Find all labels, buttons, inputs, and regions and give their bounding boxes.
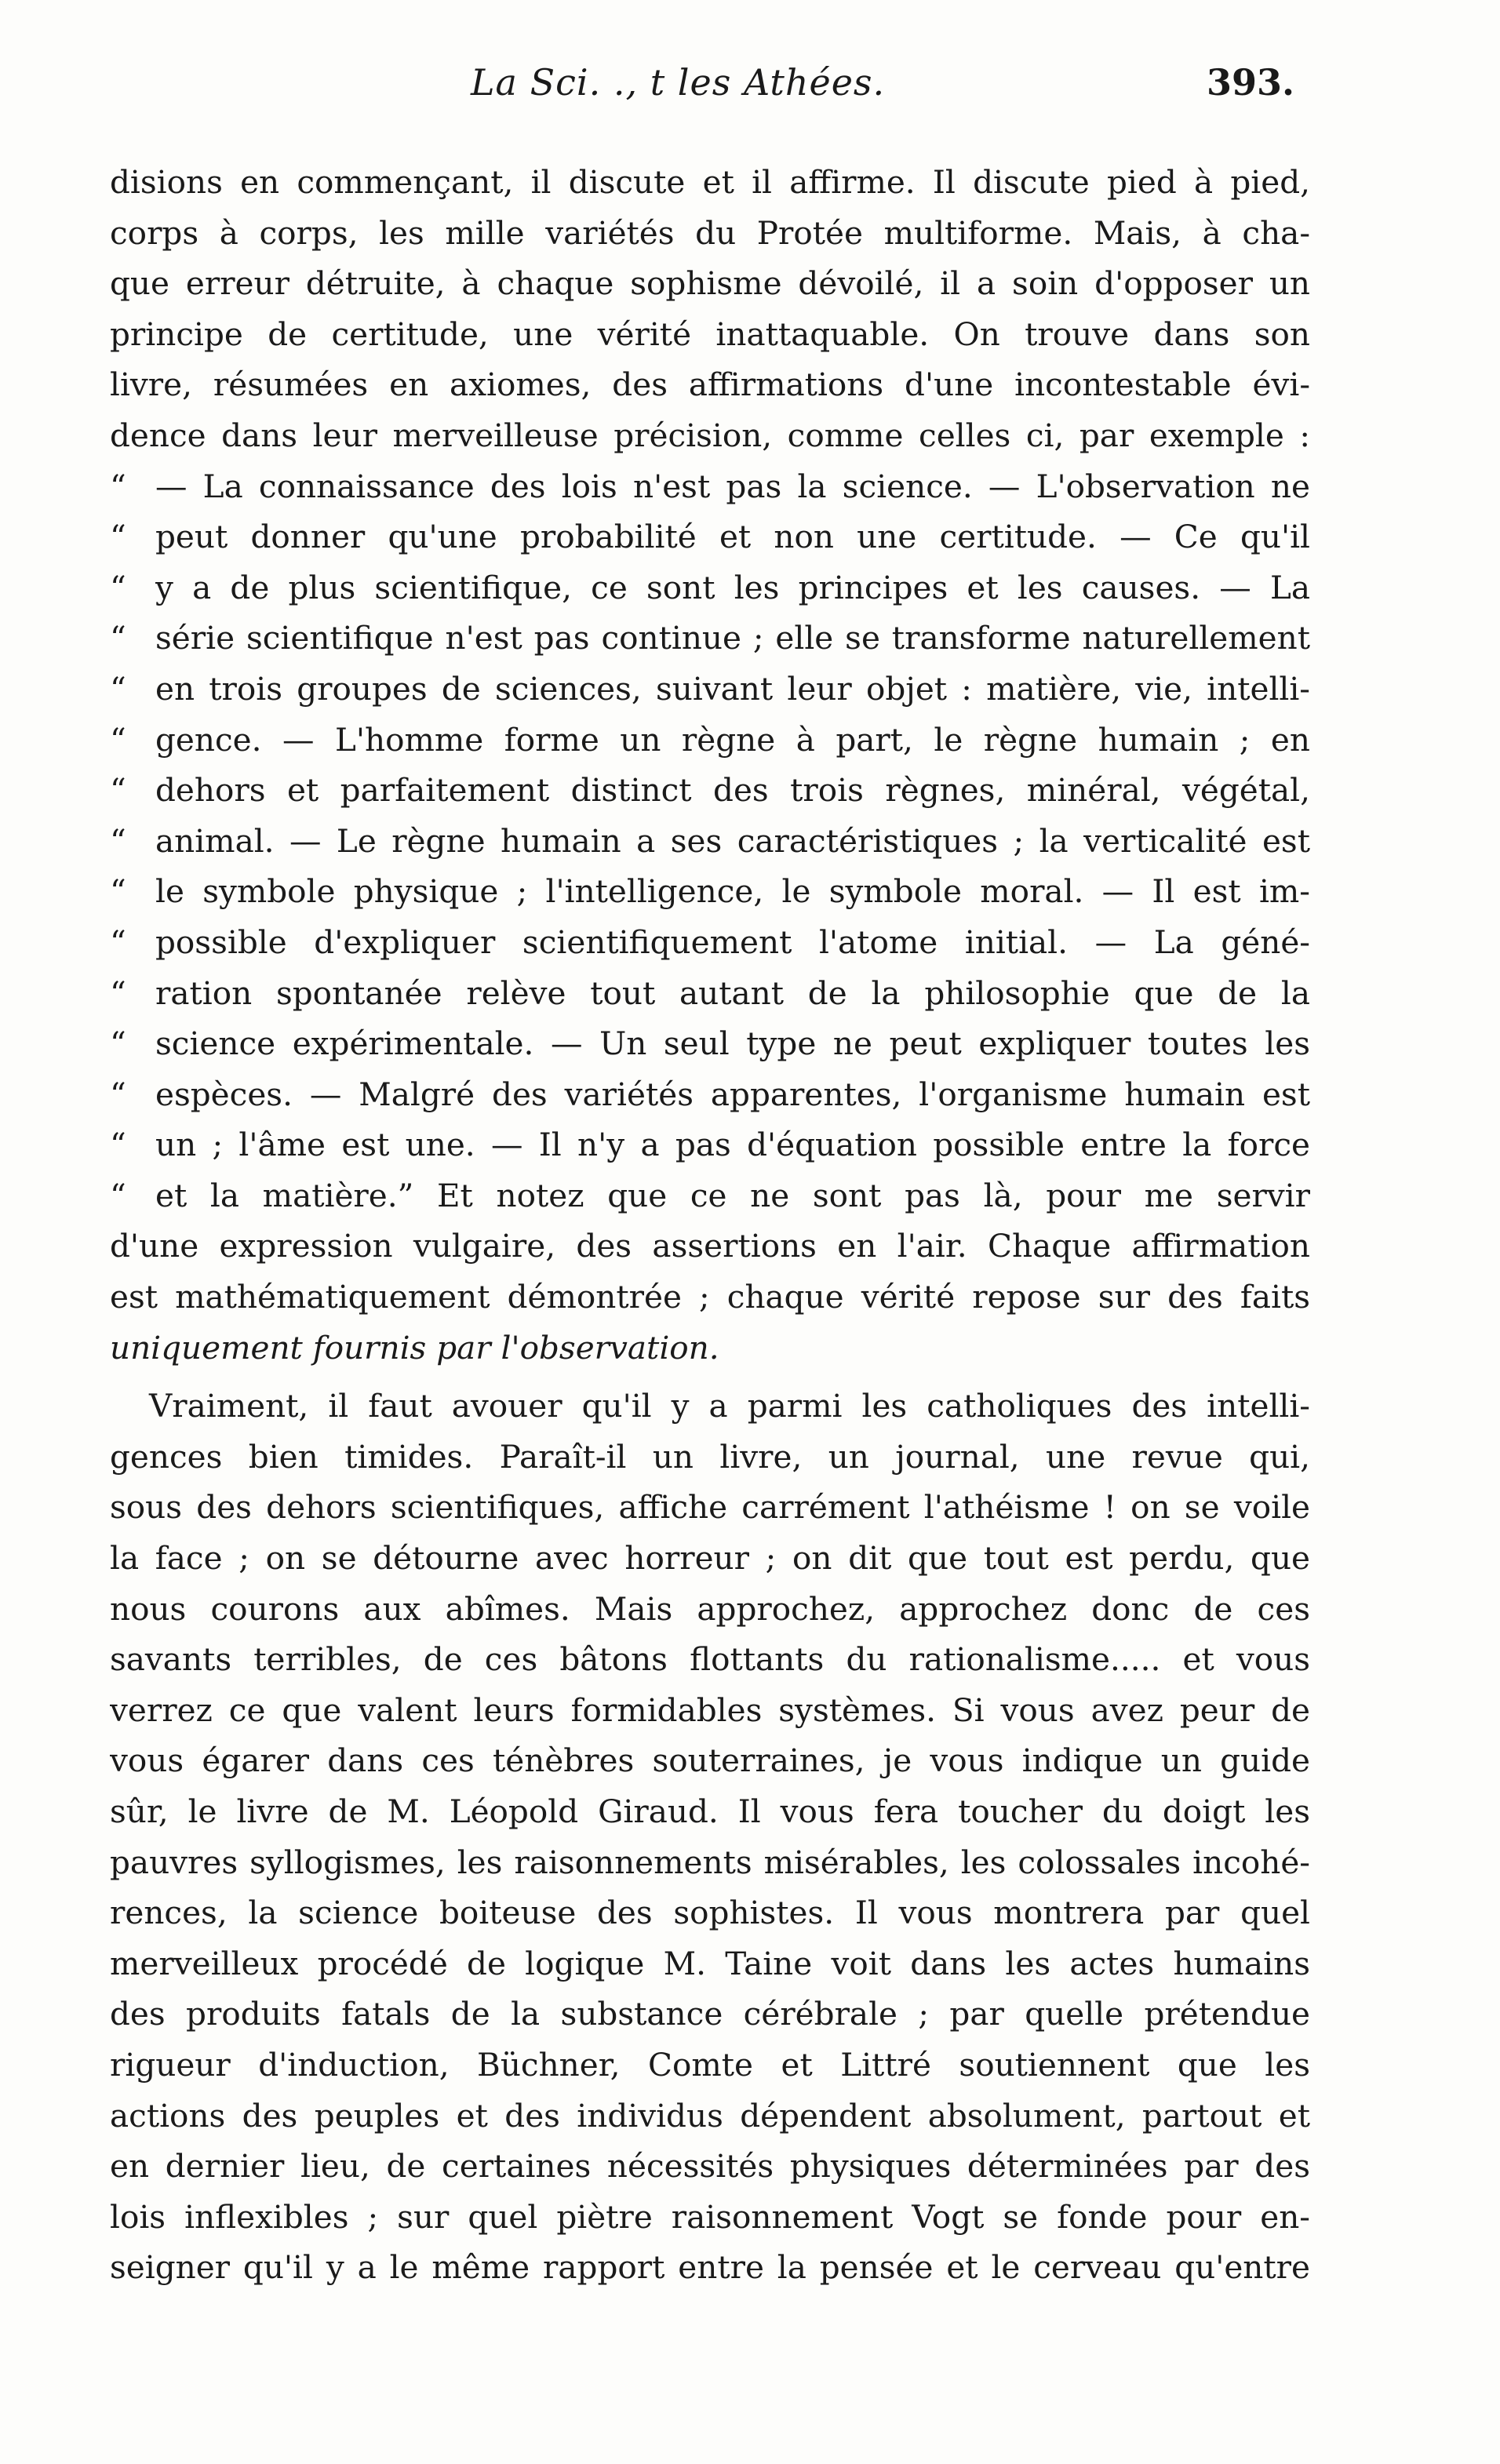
text-line: rigueur d'induction, Büchner, Comte et Littré soutiennent que les bbox=[110, 2045, 1310, 2084]
running-title: La Sci. ., t les Athées. bbox=[471, 61, 886, 104]
quote-text: — La connaissance des lois n'est pas la science. — L'observation ne bbox=[155, 467, 1310, 505]
quote-line bbox=[110, 1119, 1310, 1170]
text-line: la face ; on se détourne avec horreur ; on dit que tout est perdu, que bbox=[110, 1539, 1310, 1578]
quote-line bbox=[110, 816, 1310, 867]
quote-text: possible d'expliquer scientifiquement l'atome initial. — La géné- bbox=[155, 923, 1310, 961]
text-line: sûr, le livre de M. Léopold Giraud. Il vous fera toucher du doigt les bbox=[110, 1792, 1310, 1830]
quote-text: gence. — L'homme forme un règne à part, le règne humain ; en bbox=[155, 720, 1310, 759]
quote-mark: “ bbox=[110, 1025, 126, 1063]
quote-line bbox=[110, 1018, 1310, 1069]
quote-text: un ; l'âme est une. — Il n'y a pas d'équation possible entre la force bbox=[155, 1126, 1310, 1164]
quote-line bbox=[110, 1069, 1310, 1120]
quote-text: animal. — Le règne humain a ses caractéristiques ; la verticalité est bbox=[155, 821, 1310, 860]
quote-text: en trois groupes de sciences, suivant leur objet : matière, vie, intelli- bbox=[155, 669, 1310, 708]
text-line: des produits fatals de la substance cérébrale ; par quelle prétendue bbox=[110, 1995, 1310, 2033]
running-head bbox=[110, 61, 1310, 124]
text-line: vous égarer dans ces ténèbres souterraines, je vous indique un guide bbox=[110, 1742, 1310, 1780]
quote-mark: “ bbox=[110, 518, 126, 556]
quote-mark: “ bbox=[110, 1075, 126, 1113]
quote-mark: “ bbox=[110, 720, 126, 759]
text-line: que erreur détruite, à chaque sophisme dévoilé, il a soin d'opposer un bbox=[110, 264, 1310, 303]
text-line: nous courons aux abîmes. Mais approchez, approchez donc de ces bbox=[110, 1589, 1310, 1628]
text-line: d'une expression vulgaire, des assertions en l'air. Chaque affirmation bbox=[110, 1227, 1310, 1265]
quote-mark: “ bbox=[110, 872, 126, 911]
text-line: disions en commençant, il discute et il affirme. Il discute pied à pied, bbox=[110, 163, 1310, 201]
quote-text: peut donner qu'une probabilité et non une certitude. — Ce qu'il bbox=[155, 518, 1310, 556]
text-line: gences bien timides. Paraît-il un livre, un journal, une revue qui, bbox=[110, 1437, 1310, 1476]
quote-line bbox=[110, 511, 1310, 562]
text-line: lois inflexibles ; sur quel piètre raisonnement Vogt se fonde pour en- bbox=[110, 2197, 1310, 2236]
text-line: corps à corps, les mille variétés du Protée multiforme. Mais, à cha- bbox=[110, 213, 1310, 252]
quote-line bbox=[110, 715, 1310, 766]
quote-line bbox=[110, 613, 1310, 664]
paragraph-1 bbox=[110, 157, 1310, 1373]
quote-mark: “ bbox=[110, 619, 126, 657]
quote-line bbox=[110, 968, 1310, 1019]
quote-mark: “ bbox=[110, 974, 126, 1012]
quote-line bbox=[110, 866, 1310, 917]
quote-text: science expérimentale. — Un seul type ne peut expliquer toutes les bbox=[155, 1025, 1310, 1063]
quote-text: le symbole physique ; l'intelligence, le symbole moral. — Il est im- bbox=[155, 872, 1310, 911]
quote-line bbox=[110, 562, 1310, 613]
body-text bbox=[110, 157, 1310, 2293]
text-line: principe de certitude, une vérité inattaquable. On trouve dans son bbox=[110, 315, 1310, 353]
quote-mark: “ bbox=[110, 923, 126, 961]
text-line: livre, résumées en axiomes, des affirmations d'une incontestable évi- bbox=[110, 366, 1310, 404]
quote-mark: “ bbox=[110, 467, 126, 505]
quote-mark: “ bbox=[110, 1126, 126, 1164]
text-line: rences, la science boiteuse des sophistes. Il vous montrera par quel bbox=[110, 1894, 1310, 1932]
paragraph-gap bbox=[110, 1373, 1310, 1381]
text-line: seigner qu'il y a le même rapport entre la pensée et le cerveau qu'entre bbox=[110, 2248, 1310, 2287]
quote-text: dehors et parfaitement distinct des trois règnes, minéral, végétal, bbox=[155, 771, 1310, 810]
quote-text: et la matière.” Et notez que ce ne sont pas là, pour me servir bbox=[155, 1176, 1310, 1214]
quote-mark: “ bbox=[110, 821, 126, 860]
quote-line bbox=[110, 1170, 1310, 1221]
text-line: en dernier lieu, de certaines nécessités physiques déterminées par des bbox=[110, 2147, 1310, 2186]
text-line: dence dans leur merveilleuse précision, comme celles ci, par exemple : bbox=[110, 416, 1310, 454]
page-number: 393. bbox=[1206, 61, 1294, 104]
quote-line bbox=[110, 664, 1310, 715]
text-line: pauvres syllogismes, les raisonnements misérables, les colossales incohé- bbox=[110, 1843, 1310, 1881]
quote-mark: “ bbox=[110, 568, 126, 606]
quote-text: y a de plus scientifique, ce sont les principes et les causes. — La bbox=[155, 568, 1310, 606]
text-line: savants terribles, de ces bâtons flottants du rationalisme..... et vous bbox=[110, 1640, 1310, 1679]
text-line: sous des dehors scientifiques, affiche carrément l'athéisme ! on se voile bbox=[110, 1488, 1310, 1527]
paragraph-2 bbox=[110, 1381, 1310, 2293]
block-quote bbox=[110, 461, 1310, 1221]
quote-text: ration spontanée relève tout autant de la philosophie que de la bbox=[155, 974, 1310, 1012]
quote-line bbox=[110, 461, 1310, 512]
italic-text-line: uniquement fournis par l'observation. bbox=[110, 1328, 719, 1367]
quote-line bbox=[110, 765, 1310, 816]
text-line: est mathématiquement démontrée ; chaque vérité repose sur des faits bbox=[110, 1278, 1310, 1316]
text-line: actions des peuples et des individus dépendent absolument, partout et bbox=[110, 2096, 1310, 2135]
text-line: verrez ce que valent leurs formidables systèmes. Si vous avez peur de bbox=[110, 1691, 1310, 1729]
quote-mark: “ bbox=[110, 669, 126, 708]
quote-line bbox=[110, 917, 1310, 968]
text-line: Vraiment, il faut avouer qu'il y a parmi les catholiques des intelli- bbox=[149, 1387, 1310, 1425]
quote-mark: “ bbox=[110, 1176, 126, 1214]
text-line: merveilleux procédé de logique M. Taine voit dans les actes humains bbox=[110, 1944, 1310, 1982]
quote-text: série scientifique n'est pas continue ; elle se transforme naturellement bbox=[155, 619, 1310, 657]
quote-text: espèces. — Malgré des variétés apparentes, l'organisme humain est bbox=[155, 1075, 1310, 1113]
quote-mark: “ bbox=[110, 771, 126, 810]
